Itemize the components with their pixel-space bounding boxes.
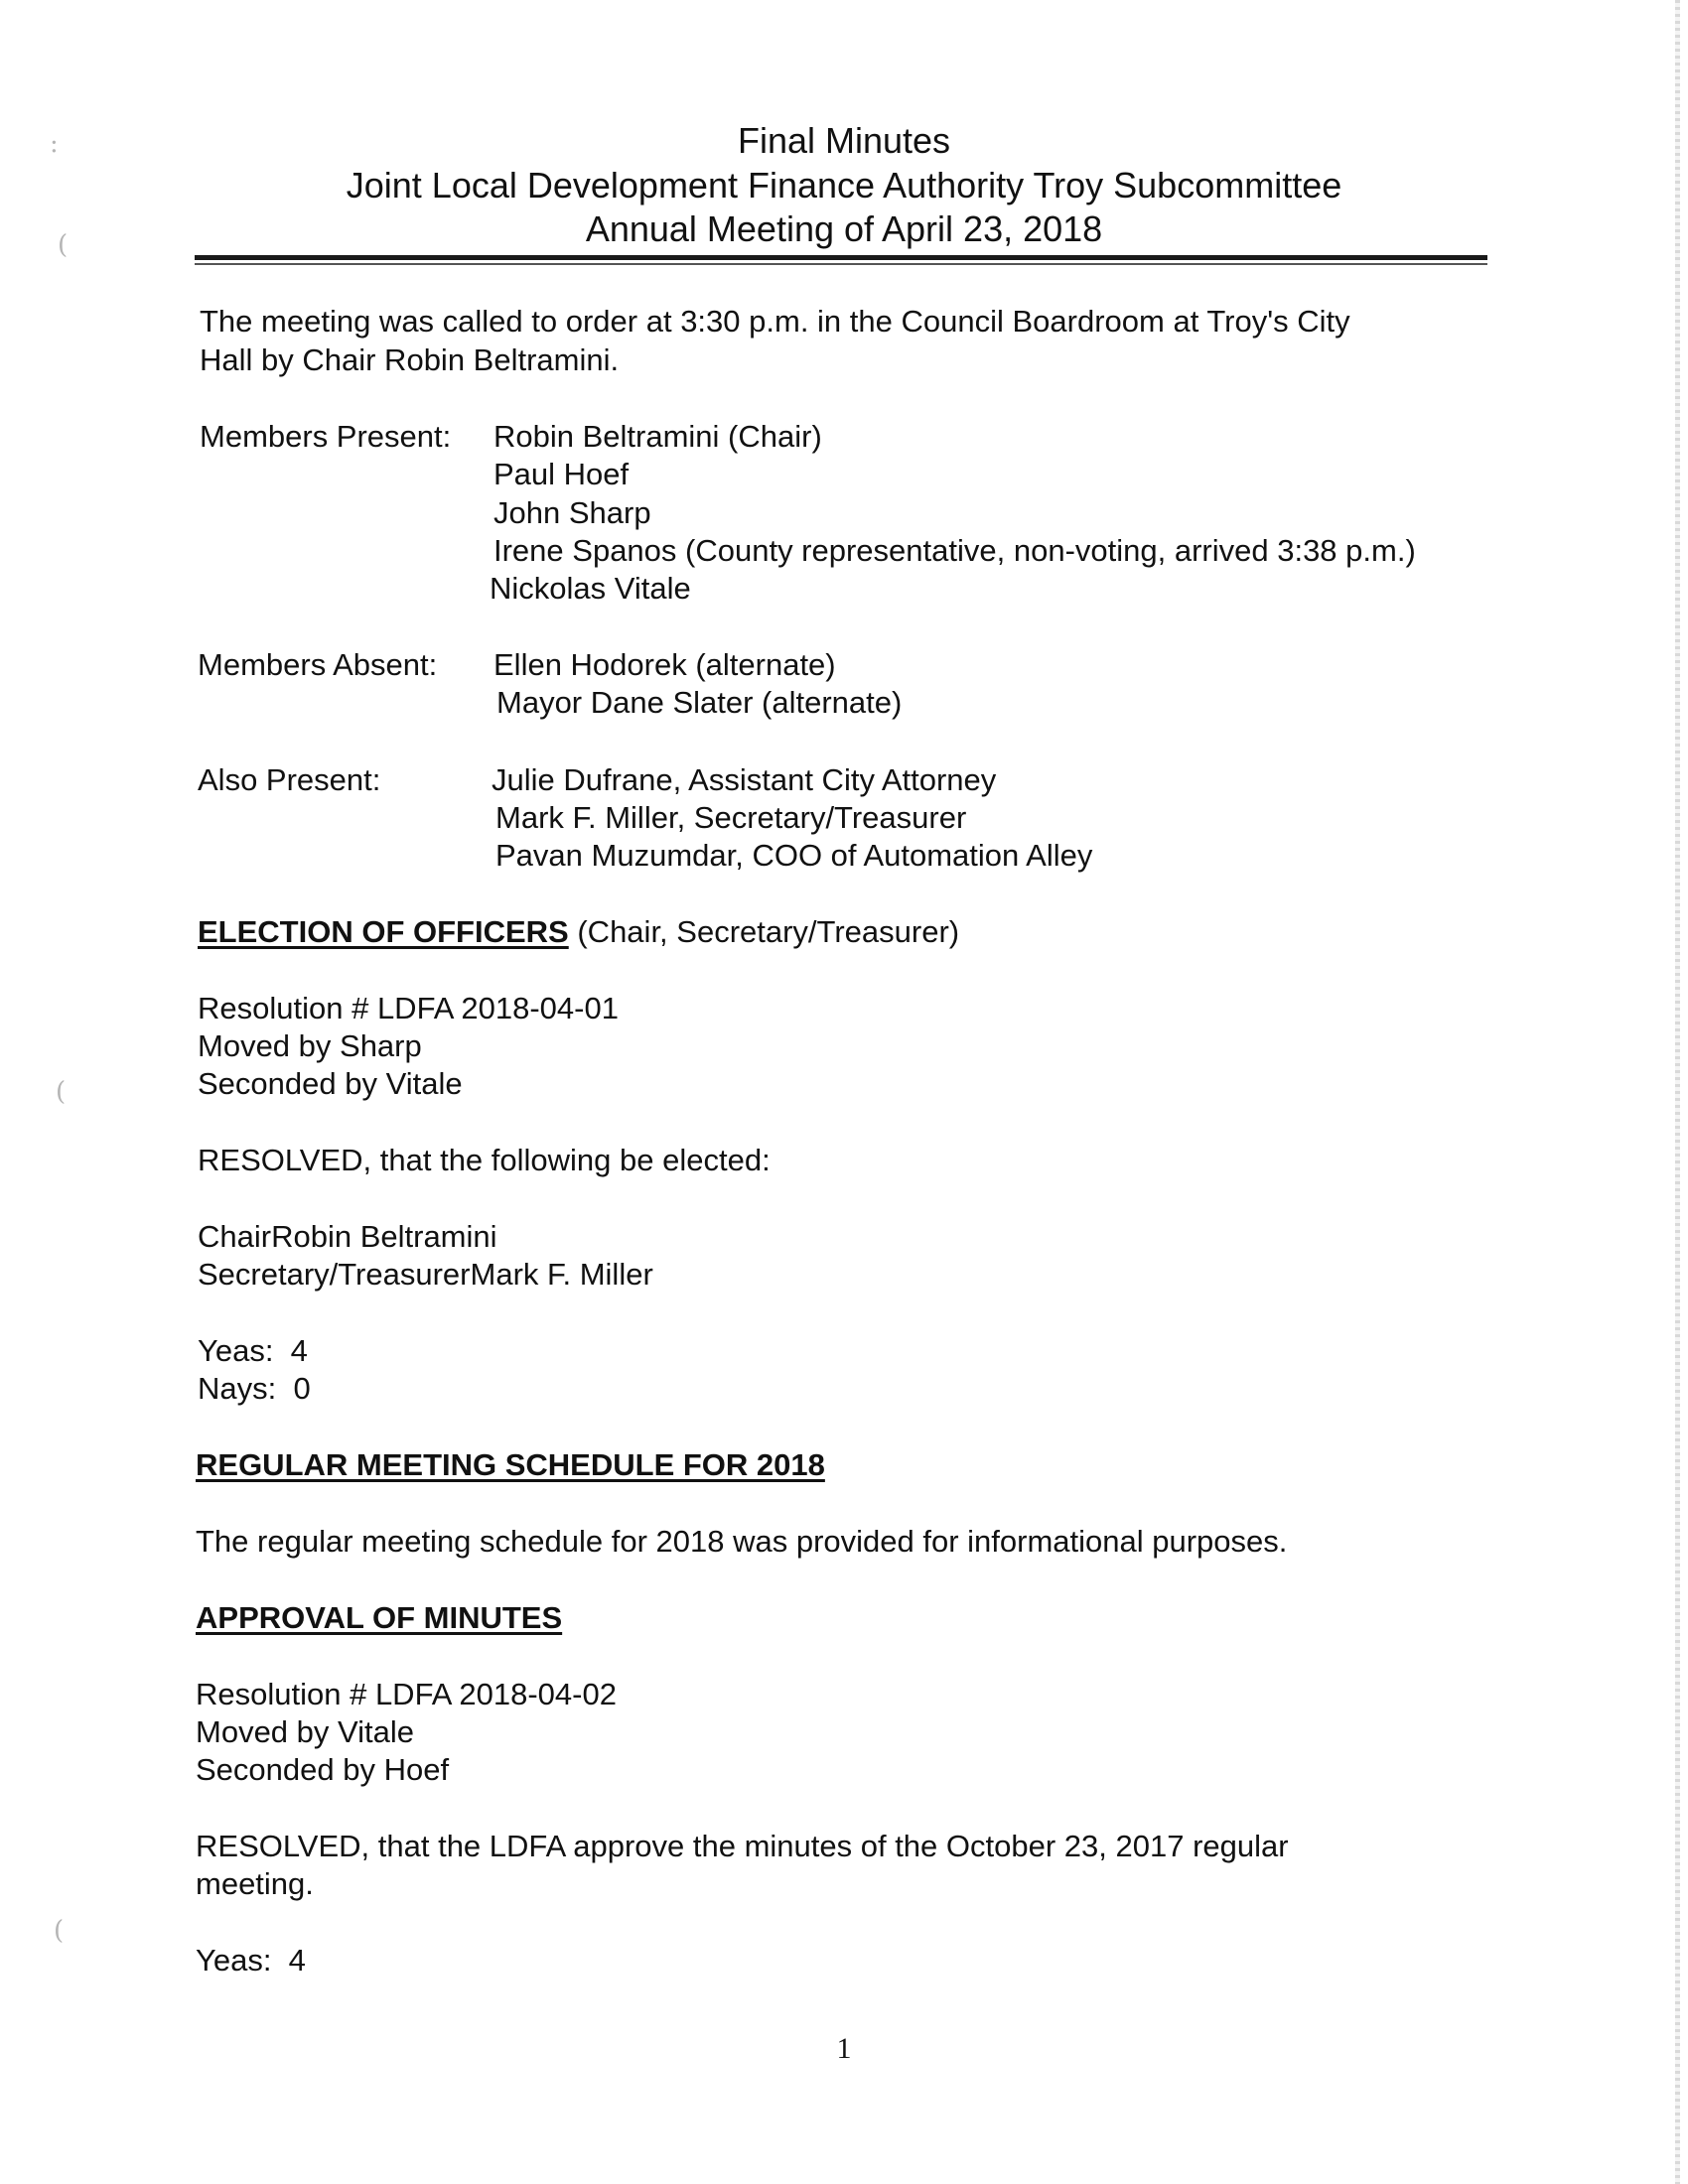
document-title: Final Minutes [737, 120, 951, 161]
scan-mark: : [50, 129, 59, 159]
absent-member-name: Ellen Hodorek (alternate) [493, 647, 836, 682]
seconded-by: Seconded by Vitale [198, 1066, 463, 1101]
scan-mark: ( [54, 1916, 65, 1946]
officer-line [198, 1256, 653, 1294]
resolution-number: Resolution # LDFA 2018-04-01 [198, 991, 619, 1025]
member-name: John Sharp [493, 495, 651, 530]
scan-mark: ( [56, 1077, 67, 1107]
attendee-name: Pavan Muzumdar, COO of Automation Alley [495, 838, 1093, 873]
election-heading-line [198, 913, 959, 951]
intro-line: Hall by Chair Robin Beltramini. [200, 342, 620, 377]
attendee-name: Mark F. Miller, Secretary/Treasurer [495, 800, 967, 835]
vote-yeas: Yeas: 4 [198, 1333, 308, 1368]
header-rule [195, 255, 1487, 260]
resolved-text: RESOLVED, that the following be elected: [198, 1143, 771, 1177]
scan-edge [1675, 0, 1680, 2184]
member-name: Irene Spanos (County representative, non-voting, arrived 3:38 p.m.) [493, 533, 1416, 568]
seconded-by: Seconded by Hoef [196, 1752, 450, 1787]
officer-name: Robin Beltramini [271, 1219, 497, 1254]
resolved-text: meeting. [196, 1866, 314, 1901]
officer-role: Chair [198, 1219, 272, 1254]
section-heading-note: (Chair, Secretary/Treasurer) [577, 914, 960, 949]
attendee-name: Julie Dufrane, Assistant City Attorney [492, 762, 997, 797]
also-present-label: Also Present: [198, 762, 381, 797]
section-heading: ELECTION OF OFFICERS [198, 914, 569, 949]
scan-mark: ( [58, 230, 69, 260]
vote-nays: Nays: 0 [198, 1371, 311, 1406]
officer-line [198, 1218, 497, 1256]
intro-line: The meeting was called to order at 3:30 p.m. in the Council Boardroom at Troy's City [200, 304, 1350, 339]
section-heading: REGULAR MEETING SCHEDULE FOR 2018 [196, 1447, 825, 1482]
vote-yeas: Yeas: 4 [196, 1943, 306, 1978]
header-rule-secondary [195, 263, 1487, 265]
member-name: Paul Hoef [493, 457, 630, 491]
members-absent-label: Members Absent: [198, 647, 438, 682]
resolution-number: Resolution # LDFA 2018-04-02 [196, 1677, 617, 1711]
members-present-label: Members Present: [200, 419, 452, 454]
resolved-text: RESOLVED, that the LDFA approve the minutes of the October 23, 2017 regular [196, 1829, 1289, 1863]
moved-by: Moved by Sharp [198, 1028, 422, 1063]
page-number: 1 [836, 2032, 852, 2065]
member-name: Nickolas Vitale [490, 571, 691, 606]
meeting-date-line: Annual Meeting of April 23, 2018 [585, 208, 1103, 249]
section-heading: APPROVAL OF MINUTES [196, 1600, 563, 1635]
officer-role: Secretary/Treasurer [198, 1257, 471, 1292]
document-subtitle: Joint Local Development Finance Authority Troy Subcommittee [346, 165, 1342, 205]
officer-name: Mark F. Miller [470, 1257, 653, 1292]
schedule-text: The regular meeting schedule for 2018 was provided for informational purposes. [196, 1524, 1288, 1559]
moved-by: Moved by Vitale [196, 1714, 414, 1749]
member-name: Robin Beltramini (Chair) [493, 419, 822, 454]
absent-member-name: Mayor Dane Slater (alternate) [496, 685, 903, 720]
